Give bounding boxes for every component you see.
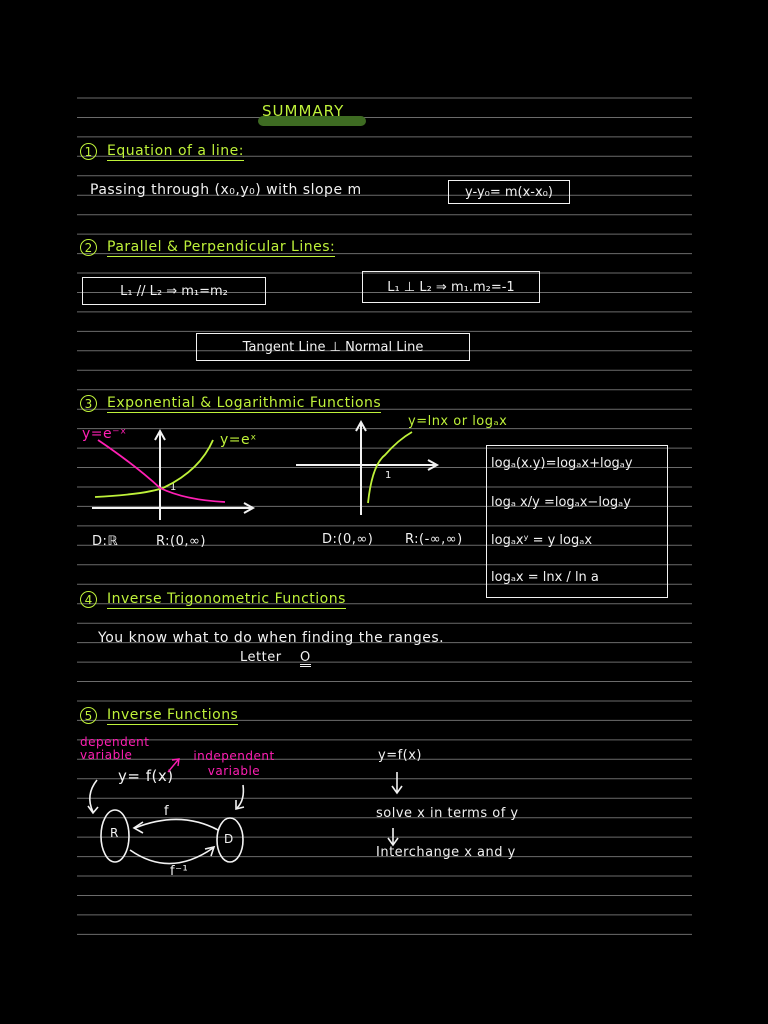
perpendicular-lines-box: L₁ ⊥ L₂ ⇒ m₁.m₂=-1 (362, 271, 540, 303)
finv-arrow (130, 848, 213, 864)
domain-circle (217, 818, 243, 862)
section-3-number: 3 (80, 395, 97, 412)
step-3: Interchange x and y (376, 845, 516, 860)
ln-domain: D:(0,∞) (322, 532, 374, 547)
dependent-variable-label: dependent variable (80, 735, 150, 762)
section-3-heading: Exponential & Logarithmic Functions (107, 395, 382, 411)
exp-neg-label: y=e⁻ˣ (82, 426, 127, 442)
left-curved-arrow (90, 780, 97, 812)
letter-value-text: O (300, 650, 311, 665)
log-product-rule: logₐ(x.y)=logₐx+logₐy (491, 456, 633, 471)
f-arrow-label: f (164, 804, 170, 819)
line-equation-text: Passing through (x₀,y₀) with slope m (90, 182, 362, 198)
right-curved-arrow (237, 785, 243, 808)
ln-label: y=lnx or logₐx (408, 414, 508, 429)
log-change-base-rule: logₐx = lnx / ln a (491, 570, 599, 585)
title-text: SUMMARY (262, 102, 345, 120)
domain-D-label: D (224, 832, 234, 846)
finv-arrow-label: f⁻¹ (170, 864, 189, 879)
exp-label: y=eˣ (220, 432, 257, 448)
range-R-label: R (110, 826, 119, 840)
letter-label: Letter (240, 650, 282, 665)
step-2: solve x in terms of y (376, 806, 519, 821)
parallel-lines-box: L₁ // L₂ ⇒ m₁=m₂ (82, 277, 266, 305)
log-quotient-rule: logₐ x/y =logₐx−logₐy (491, 495, 631, 510)
independent-variable-label: independent variable (193, 749, 275, 778)
exp-range: R:(0,∞) (156, 534, 206, 549)
function-equation: y= f(x) (118, 767, 174, 785)
exp-intercept-label: 1 (170, 482, 177, 493)
pink-arrow (168, 760, 178, 772)
ln-intercept-label: 1 (385, 470, 392, 481)
section-5-number: 5 (80, 707, 97, 724)
tangent-normal-box: Tangent Line ⊥ Normal Line (196, 333, 470, 361)
range-circle (101, 810, 129, 862)
f-arrow (135, 819, 218, 830)
section-2-heading: Parallel & Perpendicular Lines: (107, 239, 336, 255)
section-1-number: 1 (80, 143, 97, 160)
left-arrowhead (88, 806, 98, 813)
section-4-number: 4 (80, 591, 97, 608)
section-1-heading: Equation of a line: (107, 143, 244, 159)
step-1: y=f(x) (378, 748, 422, 763)
exp-domain: D:ℝ (92, 534, 119, 549)
section-4-heading: Inverse Trigonometric Functions (107, 591, 346, 607)
log-power-rule: logₐxʸ = y logₐx (491, 533, 593, 548)
section-5-heading: Inverse Functions (107, 707, 239, 723)
inverse-trig-text: You know what to do when finding the ranges. (98, 630, 445, 646)
point-slope-formula-box: y-y₀= m(x-x₀) (448, 180, 570, 204)
section-2-number: 2 (80, 239, 97, 256)
ln-range: R:(-∞,∞) (405, 532, 463, 547)
